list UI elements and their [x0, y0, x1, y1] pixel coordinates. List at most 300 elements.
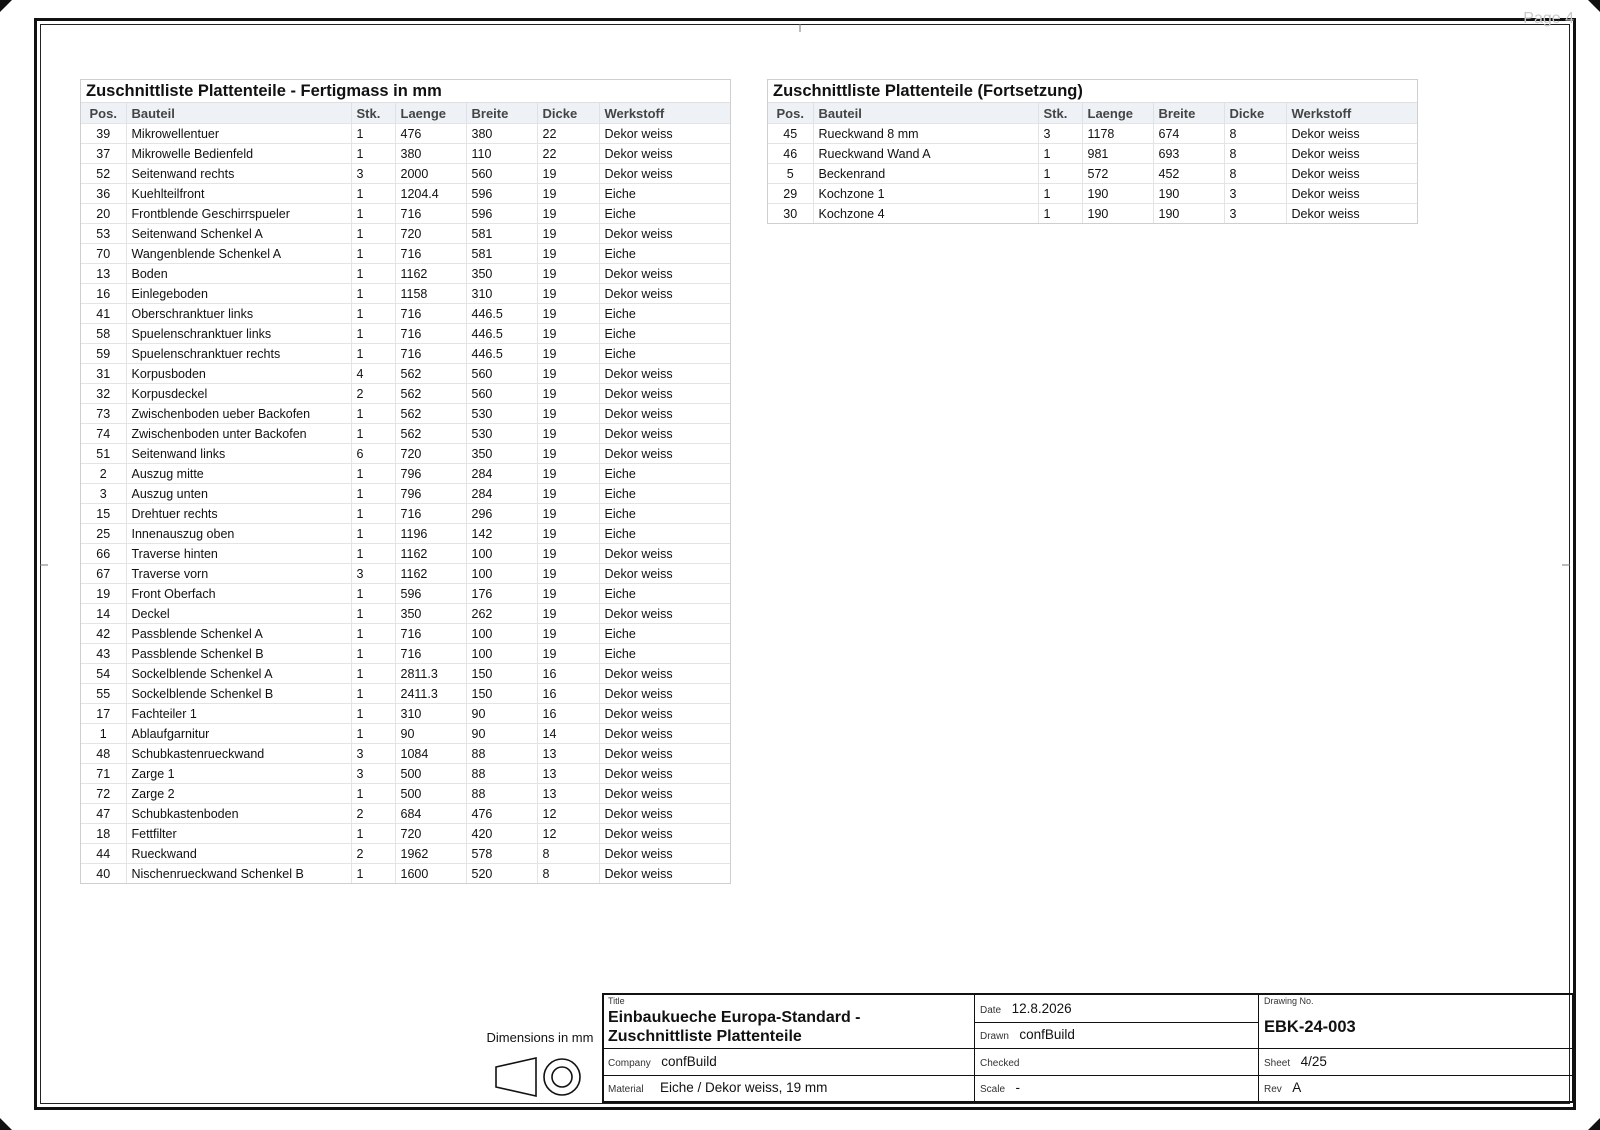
table-right-cell: 190 [1082, 184, 1153, 204]
table-left-row [81, 284, 730, 304]
table-right-cell: 190 [1153, 184, 1224, 204]
table-left-cell: 19 [537, 244, 599, 264]
table-left-cell: 88 [466, 744, 537, 764]
table-left-cell: 1 [351, 304, 395, 324]
table-left-cell: Dekor weiss [599, 864, 730, 884]
table-left-cell: 19 [537, 404, 599, 424]
table-right-cell: 5 [768, 164, 813, 184]
table-left-cell: 1 [351, 224, 395, 244]
company-label: Company [608, 1058, 651, 1069]
sheet-cell [1264, 1048, 1568, 1075]
table-left-cell: 500 [395, 784, 466, 804]
table-left-cell: 446.5 [466, 344, 537, 364]
table-left-cell: 530 [466, 424, 537, 444]
table-left-row [81, 384, 730, 404]
table-left-body [81, 124, 730, 884]
table-left-cell: 25 [81, 524, 126, 544]
table-left-cell: 2000 [395, 164, 466, 184]
table-left-cell: 596 [466, 204, 537, 224]
table-left-cell: Rueckwand [126, 844, 351, 864]
rev-cell [1264, 1075, 1568, 1101]
table-left-cell: Passblende Schenkel A [126, 624, 351, 644]
title-block [602, 993, 1574, 1103]
table-left-cell: 380 [395, 144, 466, 164]
table-left-cell: 716 [395, 324, 466, 344]
table-left-cell: Eiche [599, 244, 730, 264]
table-left-cell: 100 [466, 544, 537, 564]
table-right-col-header: Breite [1153, 103, 1224, 124]
table-left-row [81, 564, 730, 584]
table-left-cell: 19 [537, 224, 599, 244]
table-left-cell: 14 [537, 724, 599, 744]
table-left-cell: 19 [537, 164, 599, 184]
table-left-cell: Dekor weiss [599, 664, 730, 684]
table-left-col-header: Stk. [351, 103, 395, 124]
table-left-cell: 16 [81, 284, 126, 304]
table-left-cell: Dekor weiss [599, 604, 730, 624]
table-left-cell: 596 [466, 184, 537, 204]
table-left-cell: 19 [537, 424, 599, 444]
table-left-cell: Seitenwand Schenkel A [126, 224, 351, 244]
table-left-cell: 19 [537, 644, 599, 664]
table-left-cell: 44 [81, 844, 126, 864]
table-left-cell: Dekor weiss [599, 544, 730, 564]
table-left-cell: 684 [395, 804, 466, 824]
table-right-cell: 1 [1038, 184, 1082, 204]
table-left-cell: 176 [466, 584, 537, 604]
table-left-cell: 31 [81, 364, 126, 384]
table-left-cell: 1 [351, 684, 395, 704]
table-right-cell: Dekor weiss [1286, 124, 1417, 144]
table-left-cell: 1162 [395, 564, 466, 584]
table-left-cell: 1158 [395, 284, 466, 304]
table-left-cell: Schubkastenrueckwand [126, 744, 351, 764]
table-left-cell: 560 [466, 164, 537, 184]
table-left-cell: Dekor weiss [599, 684, 730, 704]
table-left-row [81, 804, 730, 824]
drawing-no-cell [1264, 996, 1568, 1048]
table-left-cell: 1 [351, 324, 395, 344]
table-right-cell: 30 [768, 204, 813, 224]
table-left-cell: 350 [466, 264, 537, 284]
table-right-cell: 572 [1082, 164, 1153, 184]
drawing-no-value: EBK-24-003 [1264, 1018, 1356, 1036]
table-left-cell: 8 [537, 864, 599, 884]
table-right-cell: 3 [1224, 204, 1286, 224]
table-left-cell: 500 [395, 764, 466, 784]
table-left-cell: Eiche [599, 624, 730, 644]
table-left-cell: 716 [395, 344, 466, 364]
table-right-row [768, 204, 1417, 224]
table-left-cell: 13 [537, 744, 599, 764]
table-left-cell: 52 [81, 164, 126, 184]
table-left-cell: 58 [81, 324, 126, 344]
table-left-cell: 12 [537, 804, 599, 824]
table-left-cell: 3 [351, 164, 395, 184]
table-left-cell: Drehtuer rechts [126, 504, 351, 524]
table-left-row [81, 764, 730, 784]
table-left-cell: 520 [466, 864, 537, 884]
table-left-row [81, 724, 730, 744]
table-left-cell: 16 [537, 684, 599, 704]
table-left-col-header: Werkstoff [599, 103, 730, 124]
table-left-cell: 19 [537, 484, 599, 504]
table-left-cell: 54 [81, 664, 126, 684]
table-left-cell: Zarge 2 [126, 784, 351, 804]
table-left-cell: Boden [126, 264, 351, 284]
table-left-cell: 446.5 [466, 304, 537, 324]
table-right-col-header: Werkstoff [1286, 103, 1417, 124]
table-left-cell: 1 [351, 784, 395, 804]
table-left-cell: 596 [395, 584, 466, 604]
rev-value: A [1292, 1080, 1302, 1095]
table-left-cell: Sockelblende Schenkel A [126, 664, 351, 684]
table-left-cell: Eiche [599, 584, 730, 604]
table-left-cell: Dekor weiss [599, 784, 730, 804]
table-left-cell: 1 [351, 344, 395, 364]
date-cell [980, 995, 1254, 1022]
table-left-cell: Passblende Schenkel B [126, 644, 351, 664]
table-right-cell: Kochzone 4 [813, 204, 1038, 224]
table-left-cell: Innenauszug oben [126, 524, 351, 544]
table-left-cell: Korpusboden [126, 364, 351, 384]
table-left-cell: 19 [537, 524, 599, 544]
table-left-row [81, 584, 730, 604]
table-left-cell: 1600 [395, 864, 466, 884]
table-right-col-header: Pos. [768, 103, 813, 124]
table-left-cell: 8 [537, 844, 599, 864]
date-label: Date [980, 1005, 1002, 1016]
table-left-cell: Deckel [126, 604, 351, 624]
table-right-cell: Rueckwand Wand A [813, 144, 1038, 164]
table-left-cell: 1 [351, 724, 395, 744]
table-left-cell: 380 [466, 124, 537, 144]
table-left-cell: 1 [351, 264, 395, 284]
table-left-cell: 1 [351, 604, 395, 624]
table-left-cell: 47 [81, 804, 126, 824]
table-left-cell: 716 [395, 244, 466, 264]
table-right-cell: 981 [1082, 144, 1153, 164]
table-left-cell: Mikrowelle Bedienfeld [126, 144, 351, 164]
table-left-cell: 88 [466, 784, 537, 804]
table-left-row [81, 864, 730, 884]
table-left-cell: Eiche [599, 304, 730, 324]
title-line-2: Zuschnittliste Plattenteile [608, 1028, 802, 1045]
table-left-cell: 19 [537, 324, 599, 344]
table-right-col-header: Bauteil [813, 103, 1038, 124]
table-left-row [81, 704, 730, 724]
table-left-cell: Sockelblende Schenkel B [126, 684, 351, 704]
table-left-cell: 2 [351, 804, 395, 824]
table-left-cell: 42 [81, 624, 126, 644]
table-left-cell: 310 [395, 704, 466, 724]
table-left-row [81, 404, 730, 424]
table-left-cell: Eiche [599, 504, 730, 524]
table-right-cell: 46 [768, 144, 813, 164]
table-left-cell: 15 [81, 504, 126, 524]
table-left-cell: 71 [81, 764, 126, 784]
table-left-cell: 66 [81, 544, 126, 564]
table-left-row [81, 684, 730, 704]
table-left-cell: 51 [81, 444, 126, 464]
table-left-cell: 18 [81, 824, 126, 844]
table-right-header-row [768, 103, 1417, 124]
table-left-cell: 1 [81, 724, 126, 744]
table-left-cell: 476 [466, 804, 537, 824]
table-left-cell: 39 [81, 124, 126, 144]
table-right-cell: 45 [768, 124, 813, 144]
table-right-cell: Beckenrand [813, 164, 1038, 184]
table-left-cell: 310 [466, 284, 537, 304]
table-left-cell: Zwischenboden ueber Backofen [126, 404, 351, 424]
table-left-cell: 13 [537, 784, 599, 804]
table-left-cell: Dekor weiss [599, 424, 730, 444]
table-left-row [81, 144, 730, 164]
table-left-row [81, 604, 730, 624]
table-left-cell: 19 [537, 184, 599, 204]
drawn-cell [980, 1022, 1254, 1048]
table-right-title: Zuschnittliste Plattenteile (Fortsetzung) [768, 80, 1417, 103]
table-left-cell: Auszug unten [126, 484, 351, 504]
scale-label: Scale [980, 1084, 1006, 1095]
table-left-cell: Auszug mitte [126, 464, 351, 484]
table-left-cell: 19 [537, 544, 599, 564]
table-left-row [81, 344, 730, 364]
table-left-cell: 1 [351, 504, 395, 524]
table-left-row [81, 464, 730, 484]
table-left-cell: 19 [537, 464, 599, 484]
table-right-cell: 1 [1038, 164, 1082, 184]
company-cell [608, 1048, 970, 1075]
table-left-row [81, 524, 730, 544]
table-left-cell: 3 [351, 764, 395, 784]
table-left-cell: Front Oberfach [126, 584, 351, 604]
table-left-cell: Dekor weiss [599, 844, 730, 864]
table-left-cell: 446.5 [466, 324, 537, 344]
table-left-row [81, 664, 730, 684]
table-left-cell: 562 [395, 404, 466, 424]
table-left-cell: Dekor weiss [599, 384, 730, 404]
table-left-grid [81, 103, 730, 883]
cutlist-table-right [767, 79, 1418, 224]
table-left-cell: Eiche [599, 644, 730, 664]
table-left-cell: 560 [466, 384, 537, 404]
table-left-cell: Traverse hinten [126, 544, 351, 564]
table-left-cell: Dekor weiss [599, 364, 730, 384]
table-left-cell: 16 [537, 664, 599, 684]
sheet-value: 4/25 [1300, 1054, 1327, 1069]
table-left-cell: Kuehlteilfront [126, 184, 351, 204]
table-left-cell: Wangenblende Schenkel A [126, 244, 351, 264]
table-left-cell: 74 [81, 424, 126, 444]
table-right-cell: 3 [1224, 184, 1286, 204]
table-left-cell: 13 [537, 764, 599, 784]
table-left-cell: Fettfilter [126, 824, 351, 844]
table-left-cell: Frontblende Geschirrspueler [126, 204, 351, 224]
table-left-row [81, 124, 730, 144]
table-left-cell: 90 [466, 724, 537, 744]
table-left-cell: Korpusdeckel [126, 384, 351, 404]
table-left-cell: 19 [537, 624, 599, 644]
table-left-cell: 40 [81, 864, 126, 884]
table-left-cell: 562 [395, 364, 466, 384]
table-left-row [81, 364, 730, 384]
table-right-row [768, 124, 1417, 144]
table-left-cell: 581 [466, 244, 537, 264]
table-left-cell: 2 [81, 464, 126, 484]
rev-label: Rev [1264, 1084, 1282, 1095]
scale-cell [980, 1075, 1254, 1101]
table-left-cell: 19 [537, 264, 599, 284]
table-left-cell: 1 [351, 124, 395, 144]
table-left-cell: 284 [466, 464, 537, 484]
table-left-cell: 1 [351, 704, 395, 724]
table-left-cell: 796 [395, 484, 466, 504]
table-left-cell: 2411.3 [395, 684, 466, 704]
table-left-cell: 19 [537, 584, 599, 604]
table-left-cell: 36 [81, 184, 126, 204]
table-left-row [81, 484, 730, 504]
table-right-cell: 452 [1153, 164, 1224, 184]
table-left-cell: 1 [351, 824, 395, 844]
table-left-row [81, 784, 730, 804]
table-left-row [81, 844, 730, 864]
table-left-cell: 796 [395, 464, 466, 484]
table-left-cell: 19 [81, 584, 126, 604]
table-left-cell: Dekor weiss [599, 164, 730, 184]
title-label: Title [608, 996, 625, 1006]
table-right-cell: 1 [1038, 204, 1082, 224]
table-left-cell: Zwischenboden unter Backofen [126, 424, 351, 444]
table-left-cell: Eiche [599, 484, 730, 504]
table-left-cell: 53 [81, 224, 126, 244]
table-right-cell: Dekor weiss [1286, 204, 1417, 224]
table-left-cell: 296 [466, 504, 537, 524]
drawn-label: Drawn [980, 1031, 1009, 1042]
table-left-row [81, 544, 730, 564]
table-left-col-header: Breite [466, 103, 537, 124]
material-label: Material [608, 1084, 644, 1095]
table-left-cell: 1196 [395, 524, 466, 544]
table-left-cell: 72 [81, 784, 126, 804]
table-left-cell: 88 [466, 764, 537, 784]
table-left-cell: 420 [466, 824, 537, 844]
table-left-cell: 284 [466, 484, 537, 504]
table-right-cell: Dekor weiss [1286, 144, 1417, 164]
table-right-cell: 190 [1082, 204, 1153, 224]
table-left-cell: 13 [81, 264, 126, 284]
table-left-cell: 110 [466, 144, 537, 164]
table-right-row [768, 164, 1417, 184]
table-left-cell: 16 [537, 704, 599, 724]
table-left-cell: 22 [537, 144, 599, 164]
table-left-cell: 3 [351, 744, 395, 764]
table-left-cell: 1 [351, 144, 395, 164]
table-left-cell: Oberschranktuer links [126, 304, 351, 324]
table-left-cell: 3 [81, 484, 126, 504]
table-left-cell: 2 [351, 384, 395, 404]
table-left-cell: 716 [395, 204, 466, 224]
table-left-cell: Dekor weiss [599, 284, 730, 304]
table-left-row [81, 644, 730, 664]
title-cell [608, 996, 970, 1048]
drawn-value: confBuild [1019, 1027, 1075, 1042]
table-left-cell: 19 [537, 364, 599, 384]
scale-value: - [1015, 1080, 1020, 1095]
table-left-row [81, 224, 730, 244]
table-left-cell: Dekor weiss [599, 224, 730, 244]
table-left-cell: 19 [537, 564, 599, 584]
table-left-cell: 1 [351, 584, 395, 604]
table-left-cell: 19 [537, 284, 599, 304]
table-left-cell: 67 [81, 564, 126, 584]
dimensions-note: Dimensions in mm [486, 1030, 594, 1045]
table-left-cell: 1 [351, 424, 395, 444]
table-right-row [768, 184, 1417, 204]
table-left-cell: Eiche [599, 184, 730, 204]
material-value: Eiche / Dekor weiss, 19 mm [660, 1080, 828, 1095]
table-left-cell: 1 [351, 664, 395, 684]
table-left-col-header: Laenge [395, 103, 466, 124]
table-left-cell: 70 [81, 244, 126, 264]
table-left-col-header: Pos. [81, 103, 126, 124]
table-right-row [768, 144, 1417, 164]
table-left-cell: 150 [466, 684, 537, 704]
table-right-cell: 674 [1153, 124, 1224, 144]
table-left-cell: Spuelenschranktuer links [126, 324, 351, 344]
date-value: 12.8.2026 [1011, 1001, 1072, 1016]
table-right-cell: Rueckwand 8 mm [813, 124, 1038, 144]
table-left-row [81, 184, 730, 204]
table-left-cell: 716 [395, 644, 466, 664]
table-right-cell: Dekor weiss [1286, 184, 1417, 204]
table-left-cell: 19 [537, 504, 599, 524]
table-left-cell: 350 [395, 604, 466, 624]
table-right-col-header: Dicke [1224, 103, 1286, 124]
table-left-cell: Eiche [599, 324, 730, 344]
table-left-cell: Seitenwand links [126, 444, 351, 464]
table-left-cell: 1162 [395, 544, 466, 564]
table-left-row [81, 504, 730, 524]
table-left-cell: Dekor weiss [599, 744, 730, 764]
table-left-title: Zuschnittliste Plattenteile - Fertigmass in mm [81, 80, 730, 103]
table-left-cell: Eiche [599, 464, 730, 484]
table-left-row [81, 324, 730, 344]
table-right-cell: Dekor weiss [1286, 164, 1417, 184]
table-left-cell: 1204.4 [395, 184, 466, 204]
table-left-cell: 22 [537, 124, 599, 144]
table-left-cell: Dekor weiss [599, 804, 730, 824]
table-left-cell: 6 [351, 444, 395, 464]
table-left-cell: Dekor weiss [599, 124, 730, 144]
table-left-cell: 150 [466, 664, 537, 684]
table-left-cell: Eiche [599, 524, 730, 544]
table-left-cell: Eiche [599, 204, 730, 224]
table-left-cell: 716 [395, 624, 466, 644]
table-left-row [81, 264, 730, 284]
table-left-cell: Traverse vorn [126, 564, 351, 584]
table-left-cell: 100 [466, 564, 537, 584]
table-left-cell: Einlegeboden [126, 284, 351, 304]
title-line-1: Einbaukueche Europa-Standard - [608, 1009, 861, 1026]
cutlist-table-left [80, 79, 731, 884]
table-left-cell: Dekor weiss [599, 144, 730, 164]
table-left-cell: Seitenwand rechts [126, 164, 351, 184]
table-left-cell: 19 [537, 444, 599, 464]
table-left-cell: 1 [351, 484, 395, 504]
table-left-cell: 720 [395, 824, 466, 844]
table-left-cell: Schubkastenboden [126, 804, 351, 824]
